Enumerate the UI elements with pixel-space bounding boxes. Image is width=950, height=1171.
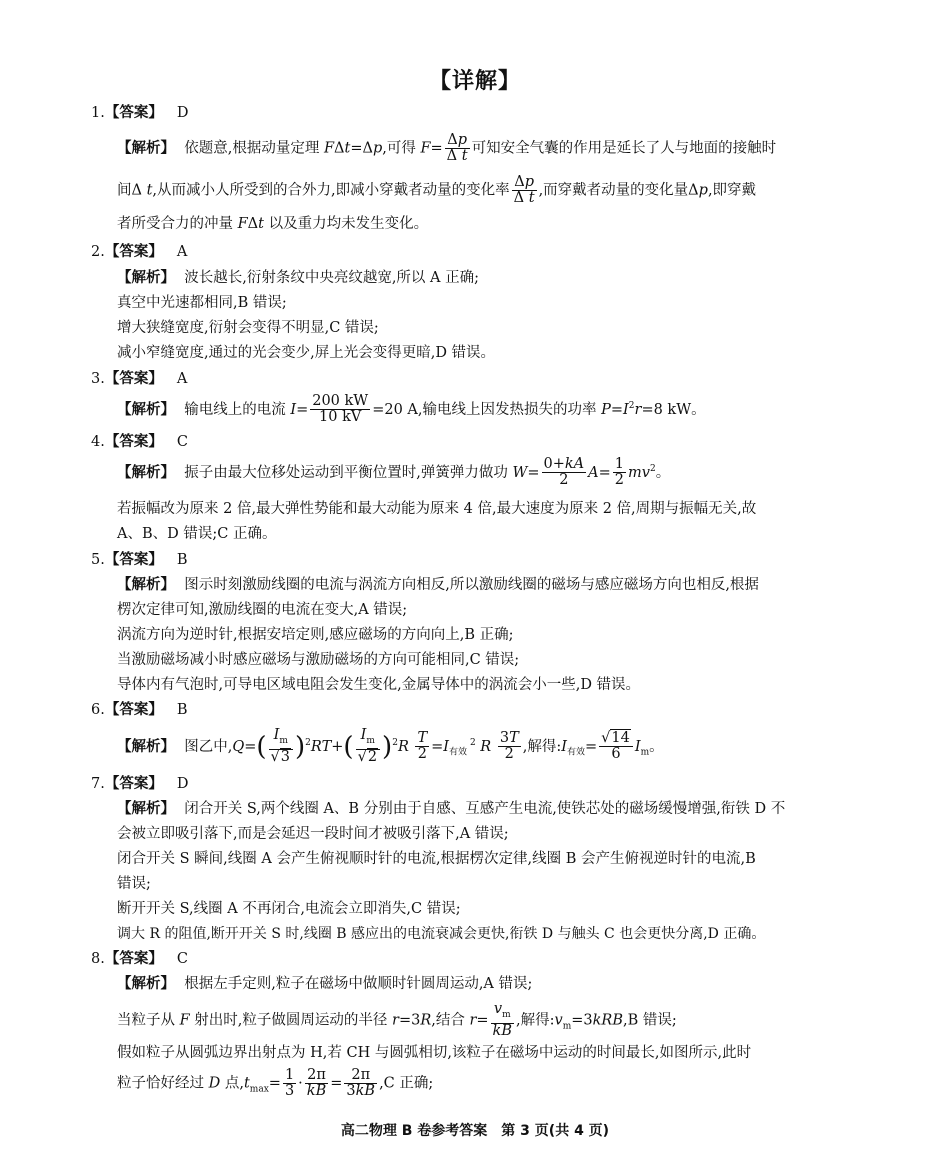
question-5-analysis-line-1: 【解析】 图示时刻激励线圈的电流与涡流方向相反,所以激励线圈的磁场与感应磁场方向也相反,根据 bbox=[117, 577, 759, 593]
question-7-line-6: 调大 R 的阻值,断开开关 S 时,线圈 B 感应出的电流衰减会更快,衔铁 D 与触头 C 也会更快分离,D 正确。 bbox=[117, 926, 766, 942]
question-1-analysis-line-3: 者所受合力的冲量 FΔt 以及重力均未发生变化。 bbox=[117, 216, 429, 232]
question-1-analysis-line-2: 间Δ t,从而减小人所受到的合外力,即减小穿戴者动量的变化率 $\frac{\Delta p}{\text{Δ t}}$ ,而穿戴者动量的变化量Δp,即穿戴 bbox=[117, 174, 757, 206]
question-7-line-4: 错误; bbox=[117, 876, 151, 892]
question-2-analysis-line-1: 【解析】 波长越长,衍射条纹中央亮纹越宽,所以 A 正确; bbox=[117, 270, 480, 286]
question-5-line-2: 楞次定律可知,激励线圈的电流在变大,A 错误; bbox=[117, 602, 408, 618]
question-2-line-4: 减小窄缝宽度,通过的光会变少,屏上光会变得更暗,D 错误。 bbox=[117, 345, 496, 361]
question-6-analysis: 【解析】 图乙中,Q=( $\frac{I_m}{√3}$ )$^2$RT+( $\frac{I_m}{√2}$ )$^2$R $\frac{T}{2}$ $=I_{有效}$ $^2$ R $\frac{3T}{2}$ ,解得$:I_{有效}=$ $\frac{√14}{6}$ $I_m$。 bbox=[117, 727, 664, 766]
page-footer: 高二物理 B 卷参考答案 第 3 页(共 4 页) bbox=[340, 1123, 610, 1139]
question-2-answer: 2.【答案】 A bbox=[91, 244, 188, 260]
question-5-line-5: 导体内有气泡时,可导电区域电阻会发生变化,金属导体中的涡流会小一些,D 错误。 bbox=[117, 677, 641, 693]
question-7-line-3: 闭合开关 S 瞬间,线圈 A 会产生俯视顺时针的电流,根据楞次定律,线圈 B 会产生俯视逆时针的电流,B bbox=[117, 851, 756, 867]
question-8-analysis-line-1: 【解析】 根据左手定则,粒子在磁场中做顺时针圆周运动,A 错误; bbox=[117, 976, 533, 992]
page-title: 【详解】 bbox=[428, 69, 521, 94]
question-7-line-2: 会被立即吸引落下,而是会延迟一段时间才被吸引落下,A 错误; bbox=[117, 826, 509, 842]
question-4-line-2: 若振幅改为原来 2 倍,最大弹性势能和最大动能为原来 4 倍,最大速度为原来 2 倍,周期与振幅无关,故 bbox=[117, 501, 757, 517]
question-8-line-3: 假如粒子从圆弧边界出射点为 H,若 CH 与圆弧相切,该粒子在磁场中运动的时间最长,如图所示,此时 bbox=[117, 1045, 752, 1061]
question-5-line-3: 涡流方向为逆时针,根据安培定则,感应磁场的方向向上,B 正确; bbox=[117, 627, 514, 643]
question-7-answer: 7.【答案】 D bbox=[91, 776, 189, 792]
question-8-line-2: 当粒子从 F 射出时,粒子做圆周运动的半径 r=3R,结合 r= $\frac{v_m}{kB}$ ,解得$:v_m=3kRB,B$ 错误; bbox=[117, 1001, 677, 1039]
question-4-analysis: 【解析】 振子由最大位移处运动到平衡位置时,弹簧弹力做功 W= $\frac{0+kA}{2}$ A= $\frac{1}{2}$ $mv^2$。 bbox=[117, 456, 671, 489]
question-7-analysis-line-1: 【解析】 闭合开关 S,两个线圈 A、B 分别由于自感、互感产生电流,使铁芯处的磁场缓慢增强,衔铁 D 不 bbox=[117, 801, 786, 817]
question-4-line-3: A、B、D 错误;C 正确。 bbox=[117, 526, 277, 542]
question-1-answer: 1.【答案】 D bbox=[91, 105, 189, 121]
question-5-answer: 5.【答案】 B bbox=[91, 552, 188, 568]
question-8-line-4: 粒子恰好经过 D 点$,t_{max}=$ $\frac{1}{3}$ · $\frac{2\pi}{kB}$ = $\frac{2\pi}{3kB}$ ,C 正确; bbox=[117, 1067, 434, 1099]
question-2-line-2: 真空中光速都相同,B 错误; bbox=[117, 295, 287, 311]
question-3-analysis: 【解析】 输电线上的电流 I= $\frac{200 kW}{10 kV}$ =20 A,输电线上因发热损失的功率 $P=I^2r=8$ kW。 bbox=[117, 393, 706, 426]
question-7-line-5: 断开开关 S,线圈 A 不再闭合,电流会立即消失,C 错误; bbox=[117, 901, 461, 917]
question-4-answer: 4.【答案】 C bbox=[91, 434, 188, 450]
question-2-line-3: 增大狭缝宽度,衍射会变得不明显,C 错误; bbox=[117, 320, 379, 336]
question-6-answer: 6.【答案】 B bbox=[91, 702, 188, 718]
question-1-analysis-line-1: 【解析】 依题意,根据动量定理 FΔt=Δp,可得 F= $\frac{\Delta p}{\text{Δ t}}$ 可知安全气囊的作用是延长了人与地面的接触时 bbox=[117, 132, 777, 164]
question-3-answer: 3.【答案】 A bbox=[91, 371, 188, 387]
question-5-line-4: 当激励磁场减小时感应磁场与激励磁场的方向可能相同,C 错误; bbox=[117, 652, 520, 668]
question-8-answer: 8.【答案】 C bbox=[91, 951, 188, 967]
